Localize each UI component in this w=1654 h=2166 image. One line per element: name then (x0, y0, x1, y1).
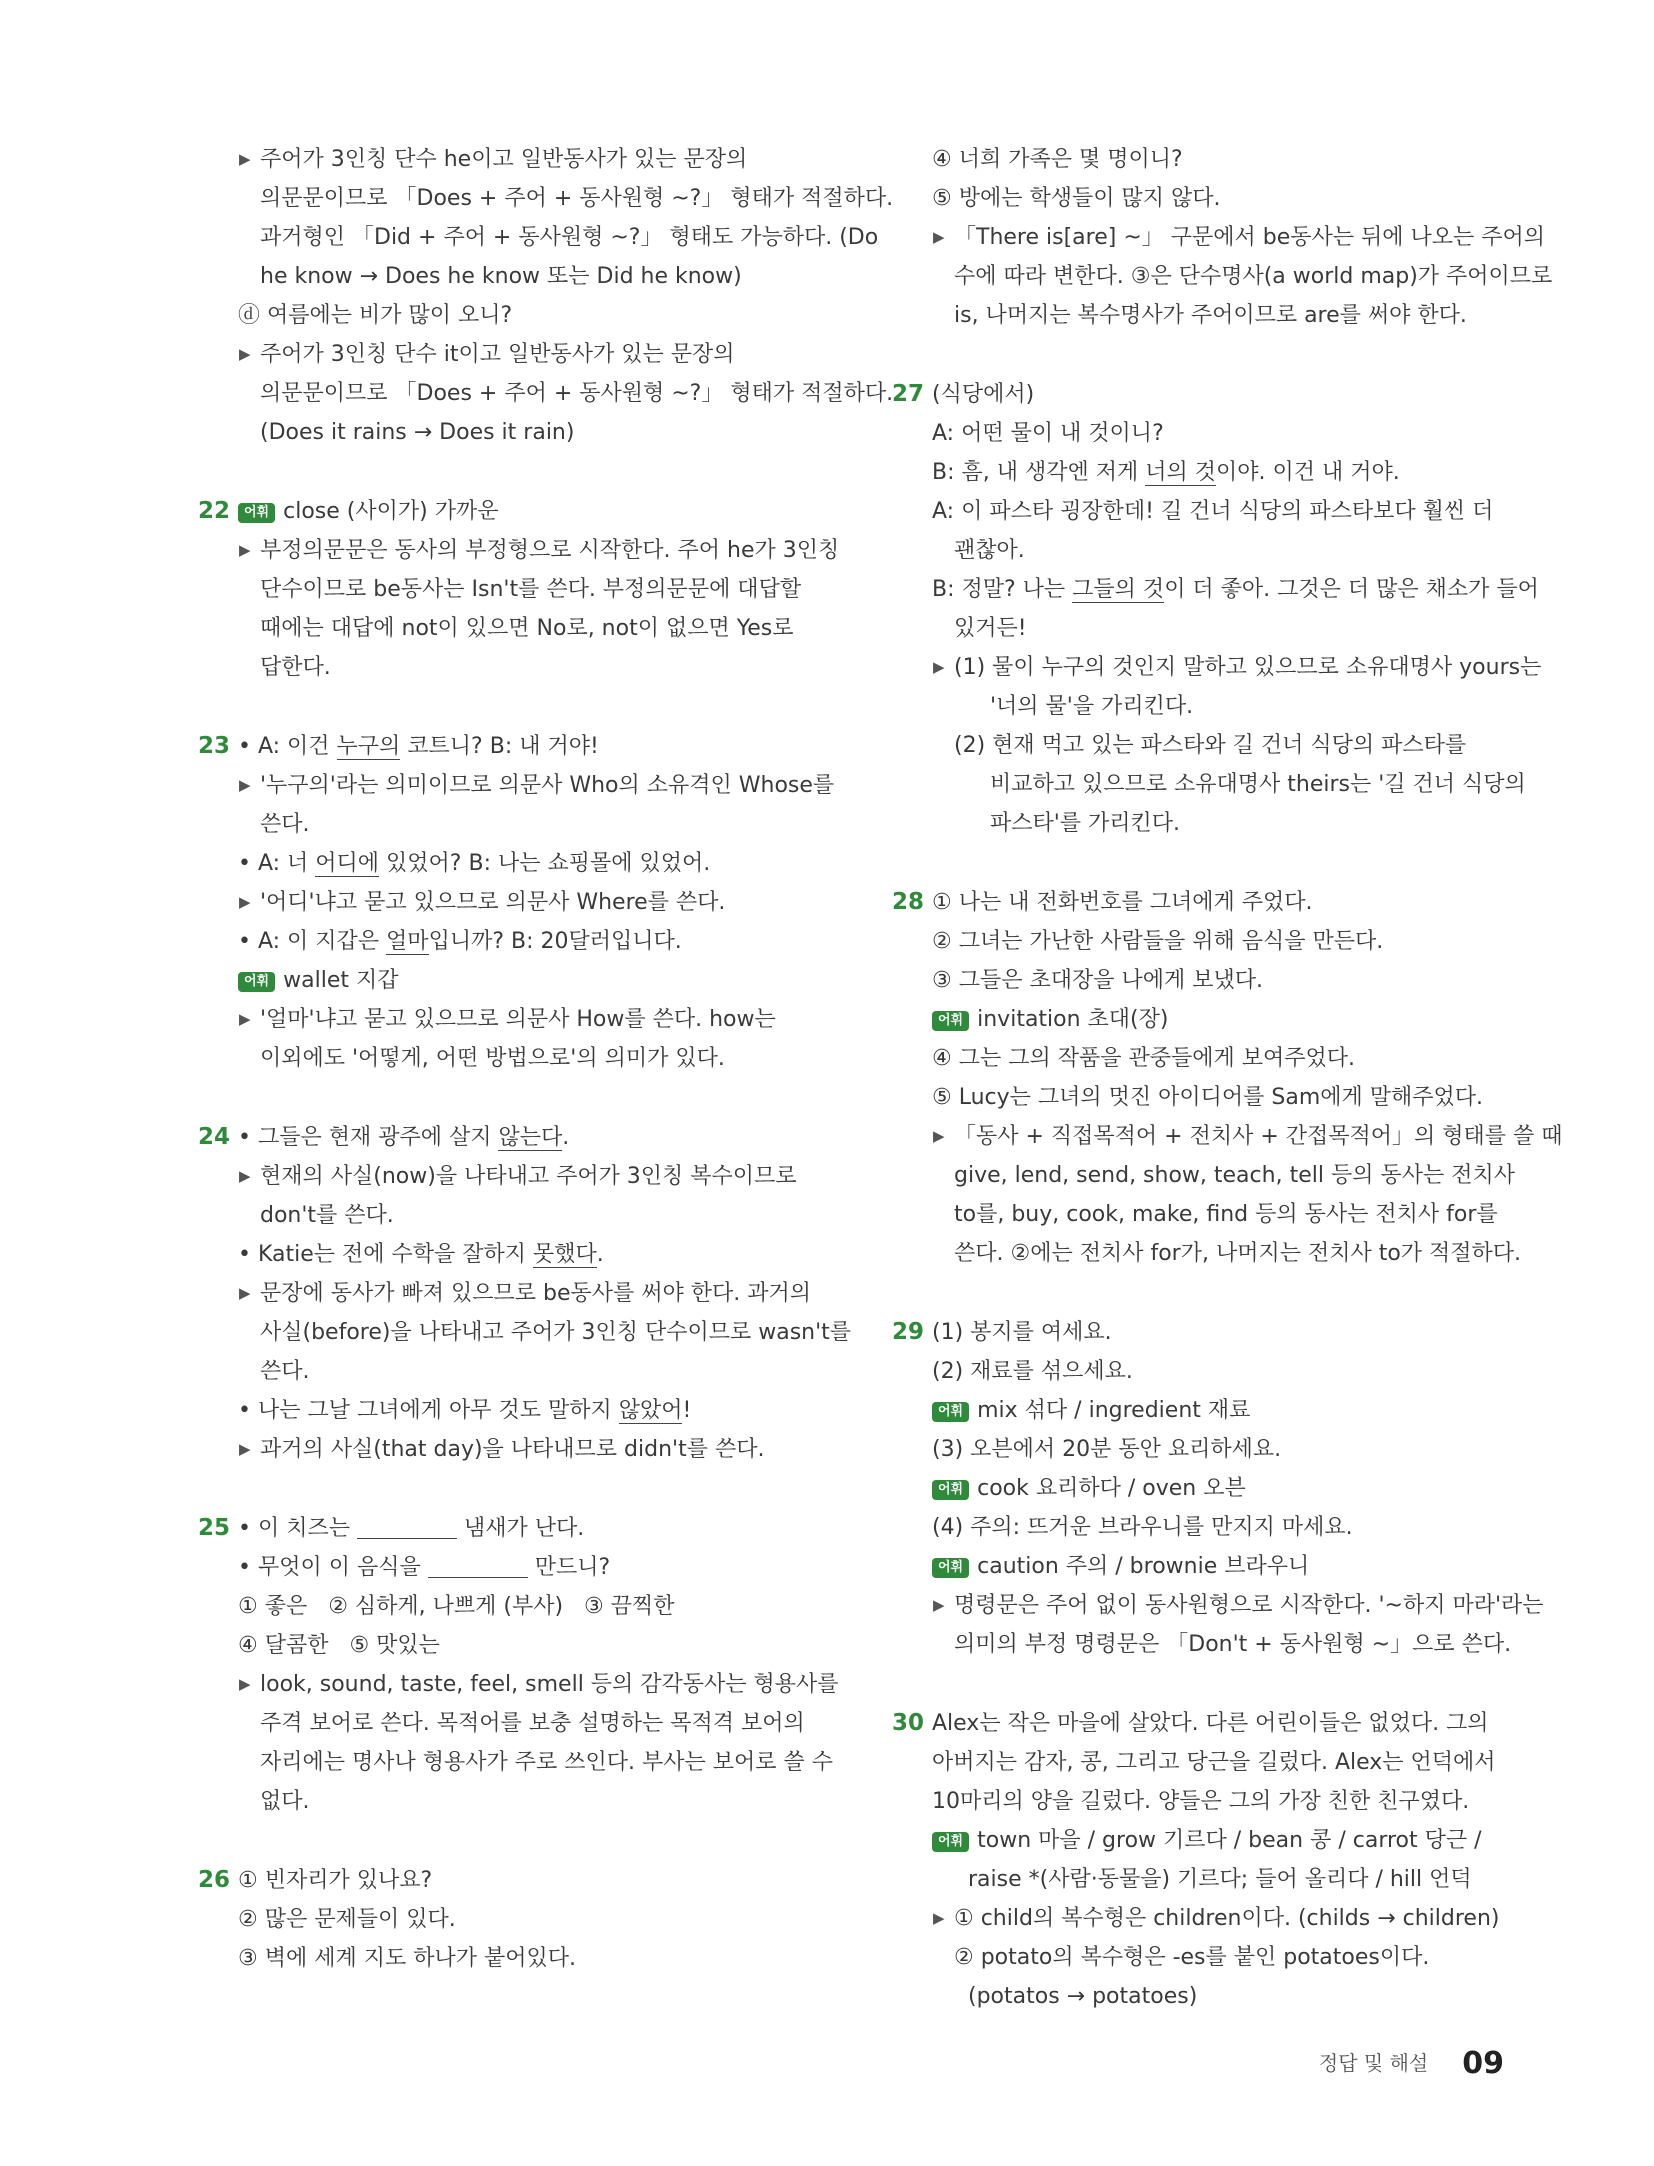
section-21-continued (198, 140, 894, 452)
sentence-line: Alex는 작은 마을에 살았다. 다른 어린이들은 없었다. 그의 (932, 1711, 1489, 1736)
dialogue-line: • A: 이 지갑은 얼마입니까? B: 20달러입니다. (238, 929, 682, 954)
question-29 (892, 1313, 1544, 1664)
dialogue-line: • A: 너 어디에 있었어? B: 나는 쇼핑몰에 있었어. (238, 851, 711, 876)
sentence-line: • 나는 그날 그녀에게 아무 것도 말하지 않았어! (238, 1398, 692, 1423)
explanation-line: 사실(before)을 나타내고 주어가 3인칭 단수이므로 wasn't를 (260, 1320, 852, 1345)
explanation-line: 수에 따라 변한다. ③은 단수명사(a world map)가 주어이므로 (954, 264, 1553, 289)
explanation-line: 단수이므로 be동사는 Isn't를 쓴다. 부정의문문에 대답할 (260, 577, 802, 602)
sentence-line: ⑤ Lucy는 그녀의 멋진 아이디어를 Sam에게 말해주었다. (932, 1085, 1484, 1110)
underlined-answer: 않았어 (618, 1398, 683, 1423)
explanation-line: 「동사 + 직접목적어 + 전치사 + 간접목적어」의 형태를 쓸 때 (954, 1124, 1563, 1149)
underlined-answer: 않는다 (498, 1125, 563, 1150)
explanation-line: '어디'냐고 묻고 있으므로 의문사 Where를 쓴다. (260, 890, 726, 915)
underlined-answer: 어디에 (315, 851, 380, 876)
explanation-line: is, 나머지는 복수명사가 주어이므로 are를 써야 한다. (954, 303, 1467, 328)
sentence-line: ② 많은 문제들이 있다. (238, 1907, 456, 1932)
arrow-bullet-icon: ▶ (239, 1167, 251, 1185)
arrow-bullet-icon: ▶ (933, 1909, 945, 1927)
dialogue-line: B: 흠, 내 생각엔 저게 너의 것이야. 이건 내 거야. (932, 460, 1400, 485)
vocab-line: invitation 초대(장) (977, 1007, 1169, 1032)
explanation-line: give, lend, send, show, teach, tell 등의 동사는 전치사 (954, 1163, 1515, 1188)
vocab-tag: 어휘 (932, 1402, 969, 1422)
sentence-line: • 이 치즈는 냄새가 난다. (238, 1516, 585, 1541)
explanation-line: 쓴다. (260, 812, 310, 837)
sentence-line: 10마리의 양을 길렀다. 양들은 그의 가장 친한 친구였다. (932, 1789, 1470, 1814)
sentence-line: ① 나는 내 전화번호를 그녀에게 주었다. (932, 890, 1313, 915)
explanation-line: 비교하고 있으므로 소유대명사 theirs는 '길 건너 식당의 (990, 772, 1526, 797)
explanation-line: 주격 보어로 쓴다. 목적어를 보충 설명하는 목적격 보어의 (260, 1711, 805, 1736)
dialogue-line: B: 정말? 나는 그들의 것이 더 좋아. 그것은 더 많은 채소가 들어 (932, 577, 1539, 602)
explanation-line: 명령문은 주어 없이 동사원형으로 시작한다. '~하지 마라'라는 (954, 1593, 1544, 1618)
explanation-line: '너의 물'을 가리킨다. (990, 694, 1194, 719)
dialogue-line: • A: 이건 누구의 코트니? B: 내 거야! (238, 734, 599, 759)
explanation-line: (2) 현재 먹고 있는 파스타와 길 건너 식당의 파스타를 (954, 733, 1467, 758)
dialogue-line: 괜찮아. (954, 538, 1025, 563)
question-22 (198, 492, 838, 687)
question-number: 23 (198, 733, 231, 759)
sentence-line: ④ 너희 가족은 몇 명이니? (932, 147, 1183, 172)
explanation-line: 현재의 사실(now)을 나타내고 주어가 3인칭 복수이므로 (260, 1164, 797, 1189)
left-column (198, 140, 894, 1978)
options-line: ① 좋은 ② 심하게, 나쁘게 (부사) ③ 끔찍한 (238, 1594, 675, 1619)
arrow-bullet-icon: ▶ (239, 1284, 251, 1302)
context-line: (식당에서) (932, 382, 1035, 407)
answer-blank (428, 1555, 528, 1578)
arrow-bullet-icon: ▶ (239, 776, 251, 794)
question-number: 22 (198, 498, 231, 524)
explanation-line: 의문문이므로 「Does + 주어 + 동사원형 ~?」 형태가 적절하다. (260, 381, 894, 406)
explanation-line: '얼마'냐고 묻고 있으므로 의문사 How를 쓴다. how는 (260, 1007, 776, 1032)
sentence-line: (1) 봉지를 여세요. (932, 1320, 1112, 1345)
sentence-line: • 그들은 현재 광주에 살지 않는다. (238, 1125, 570, 1150)
question-number: 25 (198, 1515, 231, 1541)
question-number: 28 (892, 889, 925, 915)
underlined-answer: 얼마 (386, 929, 429, 954)
explanation-line: 부정의문문은 동사의 부정형으로 시작한다. 주어 he가 3인칭 (260, 538, 840, 563)
dialogue-line: 있거든! (954, 616, 1027, 641)
question-28 (892, 883, 1563, 1273)
vocab-tag: 어휘 (932, 1558, 969, 1578)
explanation-line: 때에는 대답에 not이 있으면 No로, not이 없으면 Yes로 (260, 616, 794, 641)
explanation-line: 자리에는 명사나 형용사가 주로 쓰인다. 부사는 보어로 쓸 수 (260, 1750, 833, 1775)
underlined-answer: 그들의 것 (1072, 577, 1165, 602)
vocab-tag: 어휘 (238, 972, 275, 992)
explanation-line: 「There is[are] ~」 구문에서 be동사는 뒤에 나오는 주어의 (954, 225, 1545, 250)
arrow-bullet-icon: ▶ (239, 1010, 251, 1028)
question-number: 26 (198, 1867, 231, 1893)
vocab-line: mix 섞다 / ingredient 재료 (977, 1398, 1251, 1423)
sentence-line: ⑤ 방에는 학생들이 많지 않다. (932, 186, 1221, 211)
arrow-bullet-icon: ▶ (239, 345, 251, 363)
explanation-line: look, sound, taste, feel, smell 등의 감각동사는 형용사를 (260, 1672, 839, 1697)
arrow-bullet-icon: ▶ (239, 541, 251, 559)
sentence-line: • 무엇이 이 음식을 만드니? (238, 1555, 611, 1580)
options-line: ④ 달콤한 ⑤ 맛있는 (238, 1633, 440, 1658)
right-column (892, 140, 1563, 2016)
sentence-line: • Katie는 전에 수학을 잘하지 못했다. (238, 1242, 604, 1267)
question-23 (198, 727, 838, 1078)
explanation-line: don't를 쓴다. (260, 1203, 394, 1228)
arrow-bullet-icon: ▶ (933, 228, 945, 246)
explanation-line: 쓴다. (260, 1359, 310, 1384)
example-sentence: ⓓ 여름에는 비가 많이 오니? (238, 303, 513, 328)
vocab-line: cook 요리하다 / oven 오븐 (977, 1476, 1246, 1501)
sentence-line: ③ 벽에 세계 지도 하나가 붙어있다. (238, 1946, 576, 1971)
explanation-line: 의미의 부정 명령문은 「Don't + 동사원형 ~」으로 쓴다. (954, 1632, 1512, 1657)
sentence-line: 아버지는 감자, 콩, 그리고 당근을 길렀다. Alex는 언덕에서 (932, 1750, 1496, 1775)
vocab-line: close (사이가) 가까운 (283, 499, 499, 524)
explanation-line: (1) 물이 누구의 것인지 말하고 있으므로 소유대명사 yours는 (954, 655, 1542, 680)
question-30 (892, 1704, 1532, 2016)
page-footer (1319, 2046, 1504, 2081)
explanation-line: 주어가 3인칭 단수 it이고 일반동사가 있는 문장의 (260, 342, 735, 367)
vocab-line: raise *(사람·동물을) 기르다; 들어 올리다 / hill 언덕 (968, 1867, 1472, 1892)
underlined-answer: 누구의 (336, 734, 401, 759)
question-26 (198, 1861, 838, 1978)
question-27 (892, 375, 1542, 843)
underlined-answer: 못했다 (533, 1242, 597, 1267)
explanation-line: (Does it rains → Does it rain) (260, 420, 575, 445)
sentence-line: (4) 주의: 뜨거운 브라우니를 만지지 마세요. (932, 1515, 1353, 1540)
explanation-line: 파스타'를 가리킨다. (990, 811, 1181, 836)
explanation-line: ② potato의 복수형은 -es를 붙인 potatoes이다. (954, 1945, 1430, 1970)
explanation-line: 쓴다. ②에는 전치사 for가, 나머지는 전치사 to가 적절하다. (954, 1241, 1522, 1266)
sentence-line: ④ 그는 그의 작품을 관중들에게 보여주었다. (932, 1046, 1355, 1071)
dialogue-line: A: 이 파스타 굉장한데! 길 건너 식당의 파스타보다 훨씬 더 (932, 499, 1494, 524)
vocab-tag: 어휘 (238, 503, 275, 523)
arrow-bullet-icon: ▶ (933, 658, 945, 676)
explanation-line: 없다. (260, 1789, 310, 1814)
explanation-line: 의문문이므로 「Does + 주어 + 동사원형 ~?」 형태가 적절하다. (260, 186, 894, 211)
explanation-line: '누구의'라는 의미이므로 의문사 Who의 소유격인 Whose를 (260, 773, 835, 798)
explanation-line: ① child의 복수형은 children이다. (childs → children) (954, 1906, 1500, 1931)
sentence-line: ② 그녀는 가난한 사람들을 위해 음식을 만든다. (932, 929, 1384, 954)
arrow-bullet-icon: ▶ (239, 150, 251, 168)
explanation-line: 답한다. (260, 655, 331, 680)
sentence-line: ① 빈자리가 있나요? (238, 1868, 433, 1893)
page-number: 09 (1462, 2046, 1504, 2081)
vocab-line: caution 주의 / brownie 브라우니 (977, 1554, 1310, 1579)
explanation-line: 문장에 동사가 빠져 있으므로 be동사를 써야 한다. 과거의 (260, 1281, 811, 1306)
explanation-line: to를, buy, cook, make, find 등의 동사는 전치사 for를 (954, 1202, 1498, 1227)
question-number: 24 (198, 1124, 231, 1150)
explanation-line: he know → Does he know 또는 Did he know) (260, 264, 742, 289)
explanation-line: 과거형인 「Did + 주어 + 동사원형 ~?」 형태도 가능하다. (Do (260, 225, 879, 250)
arrow-bullet-icon: ▶ (933, 1127, 945, 1145)
explanation-line: 이외에도 '어떻게, 어떤 방법으로'의 의미가 있다. (260, 1046, 725, 1071)
vocab-tag: 어휘 (932, 1011, 969, 1031)
explanation-line: 주어가 3인칭 단수 he이고 일반동사가 있는 문장의 (260, 147, 748, 172)
underlined-answer: 너의 것 (1145, 460, 1216, 485)
arrow-bullet-icon: ▶ (239, 1675, 251, 1693)
dialogue-line: A: 어떤 물이 내 것이니? (932, 421, 1164, 446)
vocab-tag: 어휘 (932, 1480, 969, 1500)
arrow-bullet-icon: ▶ (239, 1440, 251, 1458)
sentence-line: (2) 재료를 섞으세요. (932, 1359, 1133, 1384)
vocab-tag: 어휘 (932, 1832, 969, 1852)
explanation-line: (potatos → potatoes) (968, 1984, 1198, 2009)
answer-blank (357, 1516, 457, 1539)
explanation-line: 과거의 사실(that day)을 나타내므로 didn't를 쓴다. (260, 1437, 765, 1462)
vocab-line: wallet 지갑 (283, 968, 399, 993)
arrow-bullet-icon: ▶ (239, 893, 251, 911)
question-number: 27 (892, 381, 925, 407)
question-number: 29 (892, 1319, 925, 1345)
sentence-line: (3) 오븐에서 20분 동안 요리하세요. (932, 1437, 1282, 1462)
question-24 (198, 1118, 852, 1469)
sentence-line: ③ 그들은 초대장을 나에게 보냈다. (932, 968, 1263, 993)
question-26-continued (892, 140, 1553, 335)
footer-label: 정답 및 해설 (1318, 2051, 1429, 2075)
arrow-bullet-icon: ▶ (933, 1596, 945, 1614)
question-number: 30 (892, 1710, 925, 1736)
question-25 (198, 1509, 838, 1821)
vocab-line: town 마을 / grow 기르다 / bean 콩 / carrot 당근 / (977, 1828, 1482, 1853)
